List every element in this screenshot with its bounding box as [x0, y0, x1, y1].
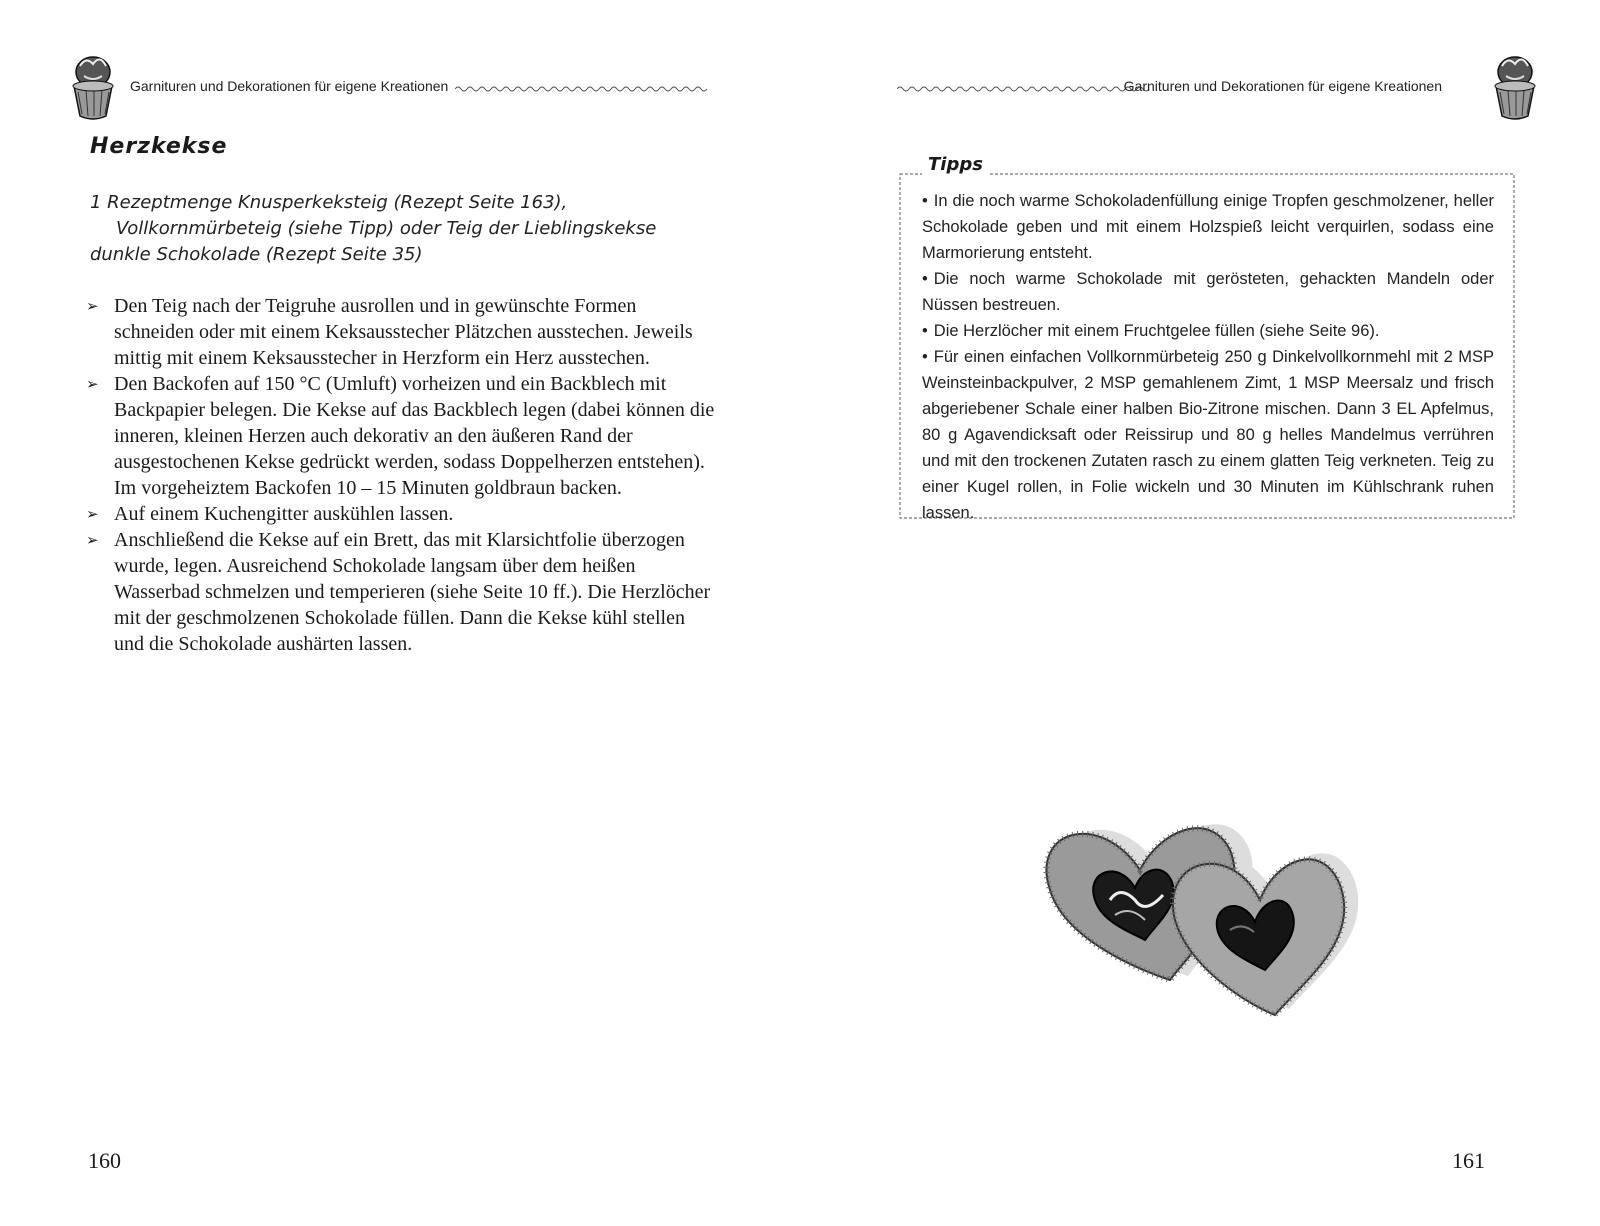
right-page — [800, 0, 1600, 1226]
instruction-steps — [86, 293, 718, 657]
tip-item — [922, 318, 1494, 344]
tips-box — [898, 154, 1516, 522]
step-text: Anschließend die Kekse auf ein Brett, das mit Klarsichtfolie überzogen wurde, legen. Ausreichend Schokolade langsam über dem heißen Wasserbad schmelzen und temperieren (siehe Seite 10 ff.). Die Herzlöcher mit der geschmolzenen Schokolade füllen. Dann die Kekse kühl stellen und die Schokolade aushärten lassen. — [114, 529, 711, 655]
bullet-icon: • — [922, 270, 928, 288]
wavy-divider — [455, 84, 710, 94]
instruction-step — [86, 501, 718, 527]
arrow-marker-icon: ➢ — [86, 375, 99, 393]
wavy-divider — [897, 84, 1152, 94]
step-text: Den Backofen auf 150 °C (Umluft) vorheizen und ein Backblech mit Backpapier belegen. Die Kekse auf das Backblech legen (dabei können die inneren, kleinen Herzen auch dekorativ an den äußeren Rand der ausgestochenen Kekse gedrückt werden, sodass Doppelherzen entstehen). Im vorgeheiztem Backofen 10 – 15 Minuten goldbraun backen. — [114, 373, 715, 499]
ingredients-list — [90, 190, 710, 268]
ingredient-line: dunkle Schokolade (Rezept Seite 35) — [90, 244, 423, 265]
ingredient-line: 1 Rezeptmenge Knusperkeksteig (Rezept Seite 163), — [90, 192, 568, 213]
bullet-icon: • — [922, 322, 928, 340]
recipe-title: Herzkekse — [90, 134, 228, 159]
page-number: 160 — [88, 1148, 121, 1173]
tip-text: Die Herzlöcher mit einem Fruchtgelee füllen (siehe Seite 96). — [933, 322, 1380, 340]
instruction-step — [86, 527, 718, 657]
instruction-step — [86, 371, 718, 501]
ingredient-line: Vollkornmürbeteig (siehe Tipp) oder Teig der Lieblingskekse — [116, 218, 657, 239]
tip-text: In die noch warme Schokoladenfüllung einige Tropfen geschmolzener, heller Schokolade geben und mit einem Holzspieß leicht verquirlen, sodass eine Marmorierung entsteht. — [922, 192, 1494, 262]
running-head: Garnituren und Dekorationen für eigene Kreationen — [130, 78, 449, 94]
tips-title: Tipps — [922, 154, 989, 175]
arrow-marker-icon: ➢ — [86, 505, 99, 523]
step-text: Den Teig nach der Teigruhe ausrollen und in gewünschte Formen schneiden oder mit einem Keksausstecher Plätzchen ausstechen. Jeweils mittig mit einem Keksausstecher in Herzform ein Herz ausstechen. — [114, 295, 693, 369]
arrow-marker-icon: ➢ — [86, 531, 99, 549]
page-number: 161 — [1452, 1148, 1485, 1173]
heart-cookies-illustration — [1030, 810, 1370, 1040]
bullet-icon: • — [922, 348, 928, 366]
cupcake-logo-icon — [1488, 52, 1542, 124]
tips-list — [922, 188, 1494, 526]
bullet-icon: • — [922, 192, 928, 210]
instruction-step — [86, 293, 718, 371]
tip-item — [922, 266, 1494, 318]
arrow-marker-icon: ➢ — [86, 297, 99, 315]
tip-item — [922, 344, 1494, 526]
tip-text: Für einen einfachen Vollkornmürbeteig 250 g Dinkelvollkornmehl mit 2 MSP Weinsteinbackpulver, 2 MSP gemahlenem Zimt, 1 MSP Meersalz und frisch abgeriebener Schale einer halben Bio-Zitrone mischen. Dann 3 EL Apfelmus, 80 g Agavendicksaft oder Reissirup und 80 g helles Mandelmus verrühren und mit den trockenen Zutaten rasch zu einem glatten Teig verkneten. Teig zu einer Kugel rollen, in Folie wickeln und 30 Minuten im Kühlschrank ruhen lassen. — [922, 348, 1494, 522]
cupcake-logo-icon — [66, 52, 120, 124]
tip-item — [922, 188, 1494, 266]
step-text: Auf einem Kuchengitter auskühlen lassen. — [114, 503, 454, 525]
tip-text: Die noch warme Schokolade mit gerösteten, gehackten Mandeln oder Nüssen bestreuen. — [922, 270, 1494, 314]
running-head: Garnituren und Dekorationen für eigene Kreationen — [1123, 78, 1442, 94]
